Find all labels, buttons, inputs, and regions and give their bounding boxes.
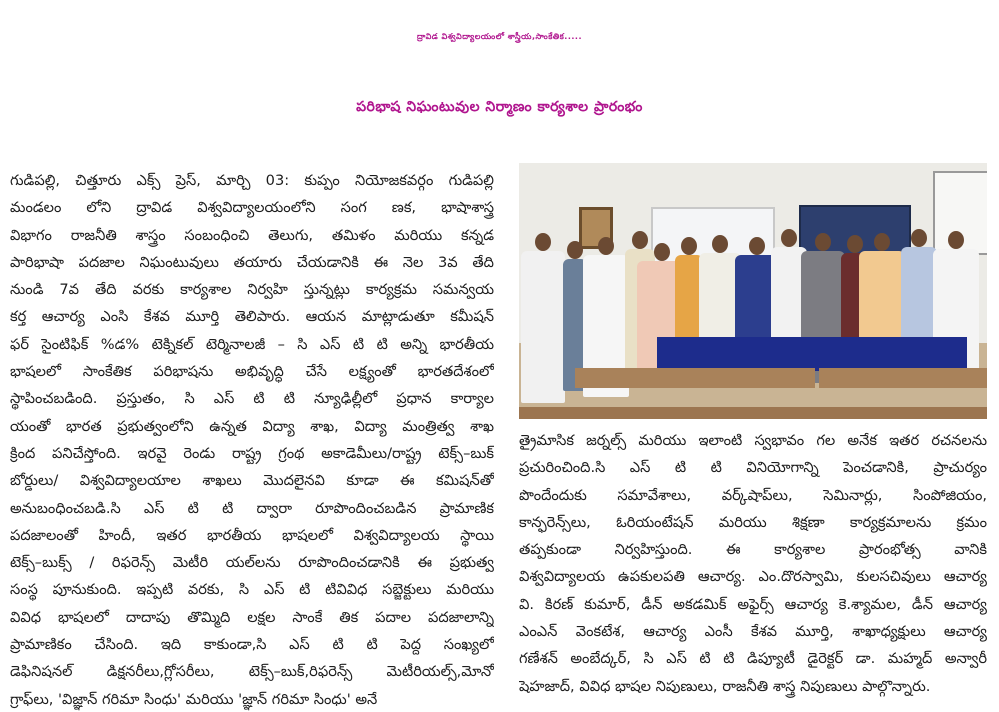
article-text-line: నుండి 7వ తేది వరకు కార్యశాల నిర్వహి స్తున్నట్లు కార్యక్రమ సమన్వయ	[10, 281, 494, 299]
article-text-line: మండలం లోని ద్రావిడ విశ్వవిద్యాలయంలోని సంగ ణక, భాషాశాస్త్ర	[10, 199, 494, 217]
article-text-line: అనుబంధించబడి.సి ఎస్ టి టి ద్వారా రూపొందించబడిన ప్రామాణిక	[10, 499, 494, 517]
article-text-line: పదజాలంతో హిందీ, ఇతర భారతీయ భాషలలో విశ్వవిద్యాలయ స్థాయి	[10, 526, 494, 544]
person-figure	[521, 233, 565, 403]
article-text-line: వి. కిరణ్ కుమార్, డీన్ అకడమిక్ అఫైర్స్ ఆచార్య కె.శ్యామల, డీన్ ఆచార్య	[519, 595, 987, 613]
bench	[575, 368, 815, 388]
article-text-line: యంతో భారత ప్రభుత్వంలోని ఉన్నత విద్యా శాఖ, విద్యా మంత్రిత్వ శాఖ	[10, 417, 494, 435]
article-text-line: కాన్ఫరెన్స్‌లు, ఓరియంటేషన్ మరియు శిక్షణా కార్యక్రమాలను క్రమం	[519, 513, 987, 531]
article-text-line: క్రింద పనిచేస్తోంది. ఇరవై రెండు రాష్ట్ర గ్రంథ అకాడెమీలు/రాష్ట్ర టెక్స్–బుక్	[10, 444, 494, 462]
article-text-line: తప్పకుండా నిర్వహిస్తుంది. ఈ కార్యశాల ప్రారంభోత్స వానికి	[519, 541, 987, 559]
article-right-column	[519, 427, 987, 700]
article-text-line: వివిధ భాషలలో దాదాపు తొమ్మిది లక్షల సాంకే తిక పదాల పదజాలాన్ని	[10, 608, 494, 626]
article-text-line: విశ్వవిద్యాలయ ఉపకులపతి ఆచార్య. ఎం.దొరస్వామి, కులసచివులు ఆచార్య	[519, 568, 987, 586]
article-text-line: బోర్డులు/ విశ్వవిద్యాలయాల శాఖలు మొదలైనవి కూడా ఈ కమిషన్‌తో	[10, 472, 494, 490]
bench	[819, 368, 987, 388]
article-text-line: గుడిపల్లి, చిత్తూరు ఎక్స్ ప్రెస్, మార్చి 03: కుప్పం నియోజకవర్గం గుడిపల్లి	[10, 172, 494, 189]
article-text-line: ప్రచురించింది.సి ఎస్ టి టి వినియోగాన్ని పెంచడానికి, ప్రాచుర్యం	[519, 459, 987, 477]
group-photo	[519, 163, 987, 419]
article-text-line: పారిభాషా పదజాల నిఘంటువులు తయారు చేయడానికి ఈ నెల 3వ తేది	[10, 253, 494, 271]
headline-line-2: పరిభాష నిఘంటువుల నిర్మాణం కార్యశాల ప్రారంభం	[356, 99, 643, 115]
bench	[519, 407, 987, 419]
article-text-line: డెఫినిషనల్ డిక్షనరీలు,గ్లోసరీలు, టెక్స్–బుక్,రిఫరెన్స్ మెటీరియల్స్,మోనో	[10, 663, 494, 681]
article-text-line: గణేశన్ అంబేద్కర్, సి ఎస్ టి టి డిప్యూటీ డైరెక్టర్ డా. మహ్మద్ అన్వారీ	[519, 650, 987, 668]
article-text-line: ప్రామాణికం చేసింది. ఇది కాకుండా,సి ఎస్ టి టి పెద్ద సంఖ్యలో	[10, 636, 494, 654]
headline-line-1: ద్రావిడ విశ్వవిద్యాలయంలో శాస్త్రీయ,సాంకేతిక.....	[417, 32, 582, 41]
article-text-line: సంస్థ పూనుకుంది. ఇప్పటి వరకు, సి ఎస్ టి టివివిధ సబ్జెక్టులు మరియు	[10, 581, 494, 599]
article-text-line: ఫర్ సైంటిఫిక్ %డ% టెక్నికల్ టెర్మినాలజీ – సి ఎస్ టి టి అన్ని భారతీయ	[10, 335, 494, 353]
article-text-line: విభాగం రాజనీతి శాస్త్రం సంబంధించి తెలుగు, తమిళం మరియు కన్నడ	[10, 226, 494, 244]
article-text-line: ఎంఎన్ వెంకటేశ, ఆచార్య ఎంసీ కేశవ మూర్తి, శాఖాధ్యక్షులు ఆచార్య	[519, 623, 987, 641]
article-text-line: షెహజాద్, వివిధ భాషల నిపుణులు, రాజనీతి శాస్త్ర నిపుణులు పాల్గొన్నారు.	[519, 677, 931, 695]
article-text-line: టెక్స్–బుక్స్ / రిఫరెన్స్ మెటీరి యల్‌లను రూపొందించడానికి ఈ ప్రభుత్వ	[10, 554, 494, 572]
article-text-line: పొందేందుకు సమావేశాలు, వర్క్‌షాప్‌లు, సెమినార్లు, సింపోజియం,	[519, 486, 987, 504]
article-text-line: త్రైమాసిక జర్నల్స్ మరియు ఇలాంటి స్వభావం గల అనేక ఇతర రచనలను	[519, 432, 987, 449]
article-text-line: భాషలలో సాంకేతిక పరిభాషను అభివృద్ధి చేసే లక్ష్యంతో భారతదేశంలో	[10, 363, 494, 381]
article-text-line: కర్త ఆచార్య ఎంసి కేశవ మూర్తి తెలిపారు. ఆయన మాట్లాడుతూ కమీషన్	[10, 308, 494, 326]
article-text-line: స్థాపించబడింది. ప్రస్తుతం, సి ఎస్ టి టి న్యూఢిల్లీలో ప్రధాన కార్యాల	[10, 390, 494, 408]
article-text-line: గ్రాఫ్‌లు, 'విజ్ఞాన్ గరిమా సింధు' మరియు 'జ్ఞాన్ గరిమా సింధు' అనే	[10, 690, 378, 708]
table-cloth	[657, 337, 967, 371]
article-left-column	[10, 167, 494, 712]
